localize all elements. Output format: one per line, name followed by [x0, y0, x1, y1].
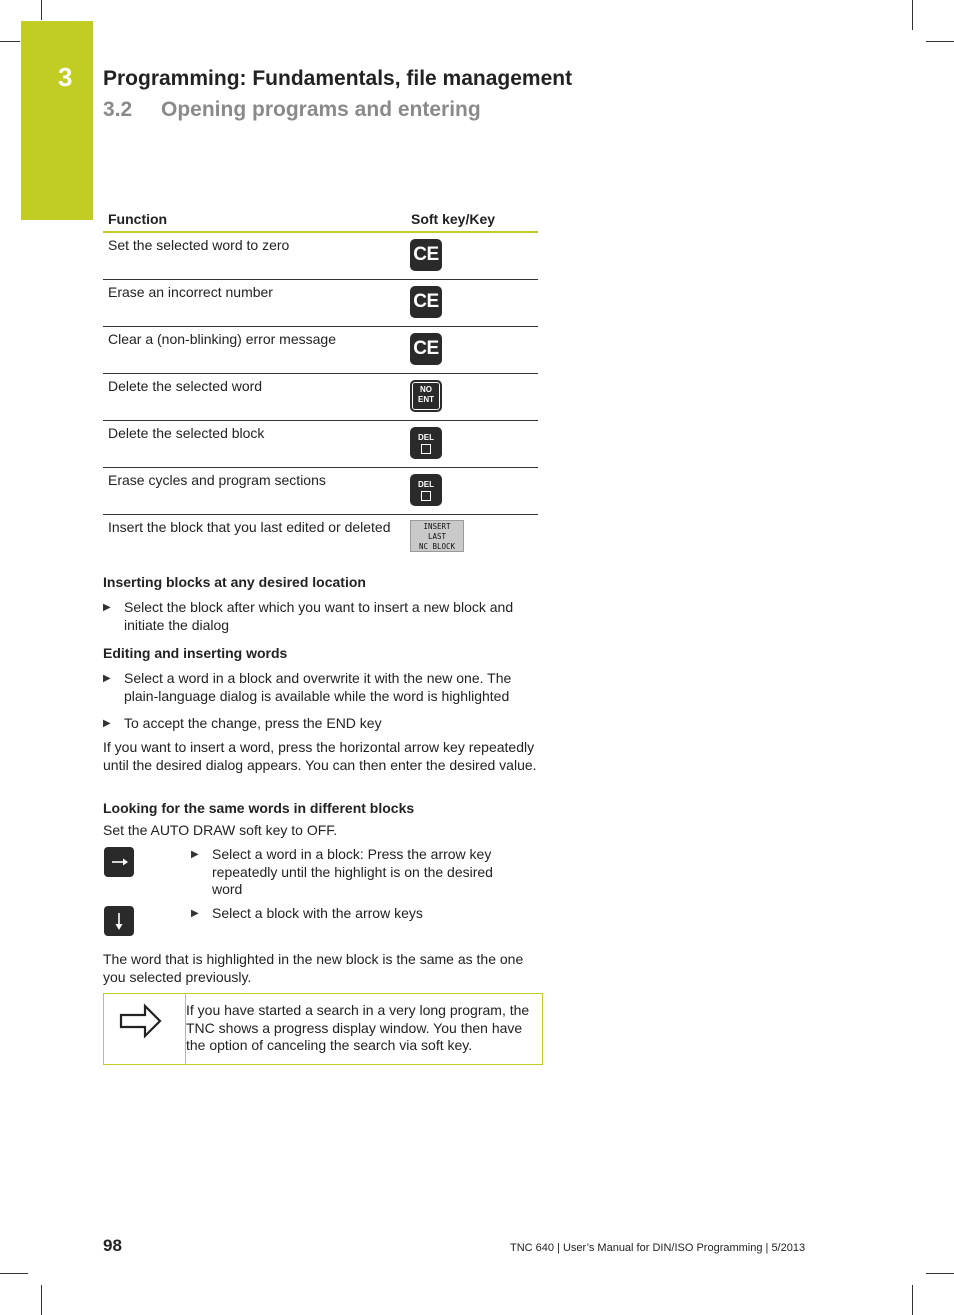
crop-mark [41, 1285, 42, 1315]
table-row [103, 327, 538, 374]
note-text: If you have started a search in a very long program, the TNC shows a progress display window. You then have the option of canceling the search via soft key. [186, 1002, 530, 1053]
key-label: DEL [418, 480, 434, 489]
page-number: 98 [103, 1236, 122, 1255]
arrow-right-key-icon [104, 847, 134, 877]
chapter-number: 3 [58, 62, 73, 92]
triangle-right-icon: ▶ [103, 718, 111, 729]
editing-paragraph: If you want to insert a word, press the horizontal arrow key repeatedly until the desired dialog appears. You can then enter the desired value. [103, 739, 537, 773]
looking-heading: Looking for the same words in different blocks [103, 800, 415, 816]
table-row [103, 233, 538, 280]
crop-mark [41, 0, 42, 20]
inserting-heading: Inserting blocks at any desired location [103, 574, 366, 590]
editing-heading: Editing and inserting words [103, 645, 288, 661]
crop-mark [926, 1273, 954, 1274]
header-key: Soft key/Key [411, 211, 496, 227]
section-heading [103, 98, 481, 122]
table-row [103, 374, 538, 421]
no-ent-key-icon [410, 380, 442, 412]
square-icon [421, 491, 431, 501]
table-row [103, 280, 538, 327]
crop-mark [912, 1285, 913, 1315]
function-text: Insert the block that you last edited or deleted [108, 519, 391, 535]
list-item [191, 905, 521, 923]
table-row [103, 468, 538, 515]
crop-mark [926, 41, 954, 42]
list-item [103, 599, 543, 635]
crop-mark [0, 1273, 28, 1274]
triangle-right-icon: ▶ [103, 602, 111, 613]
bullet-text: Select a word in a block: Press the arrow key repeatedly until the highlight is on the desired word [212, 846, 493, 897]
key-label: ENT [418, 395, 434, 404]
header-function: Function [108, 211, 168, 227]
crop-mark [912, 0, 913, 30]
del-key-icon [410, 427, 442, 459]
del-key-icon [410, 474, 442, 506]
result-paragraph: The word that is highlighted in the new block is the same as the one you selected previously. [103, 951, 524, 985]
table-header [103, 209, 538, 233]
function-text: Erase an incorrect number [108, 284, 273, 300]
ce-key-icon: CE [410, 239, 442, 271]
insert-last-nc-block-softkey-icon [410, 520, 464, 552]
footer-manual-info: TNC 640 | User’s Manual for DIN/ISO Programming | 5/2013 [510, 1242, 806, 1254]
list-item [191, 846, 521, 900]
key-label: DEL [418, 433, 434, 442]
function-text: Delete the selected word [108, 378, 263, 394]
triangle-right-icon: ▶ [191, 849, 199, 860]
softkey-label: INSERT [423, 522, 451, 531]
list-item [103, 715, 543, 733]
softkey-label: LAST [427, 532, 447, 541]
table-row [103, 515, 538, 563]
triangle-right-icon: ▶ [191, 908, 199, 919]
list-item [103, 670, 543, 706]
chapter-tab [21, 21, 93, 220]
function-text: Clear a (non-blinking) error message [108, 331, 336, 347]
hollow-arrow-right-icon [118, 1002, 164, 1045]
crop-mark [0, 41, 20, 42]
triangle-right-icon: ▶ [103, 673, 111, 684]
bullet-text: Select a block with the arrow keys [212, 905, 423, 921]
softkey-label: NC BLOCK [418, 542, 456, 551]
ce-key-icon: CE [410, 333, 442, 365]
function-table [103, 209, 538, 563]
function-text: Delete the selected block [108, 425, 265, 441]
function-text: Set the selected word to zero [108, 237, 290, 253]
bullet-text: Select a word in a block and overwrite it with the new one. The plain-language dialog is available while the word is highlighted [124, 670, 512, 704]
bullet-text: To accept the change, press the END key [124, 715, 382, 731]
function-text: Erase cycles and program sections [108, 472, 326, 488]
section-title: Opening programs and entering [161, 98, 481, 121]
bullet-text: Select the block after which you want to insert a new block and initiate the dialog [124, 599, 514, 633]
looking-paragraph: Set the AUTO DRAW soft key to OFF. [103, 822, 338, 838]
table-row [103, 421, 538, 468]
square-icon [421, 444, 431, 454]
ce-key-icon: CE [410, 286, 442, 318]
chapter-title: Programming: Fundamentals, file management [103, 67, 573, 90]
arrow-down-key-icon [104, 906, 134, 936]
key-label: NO [420, 385, 432, 394]
section-number: 3.2 [103, 98, 133, 121]
